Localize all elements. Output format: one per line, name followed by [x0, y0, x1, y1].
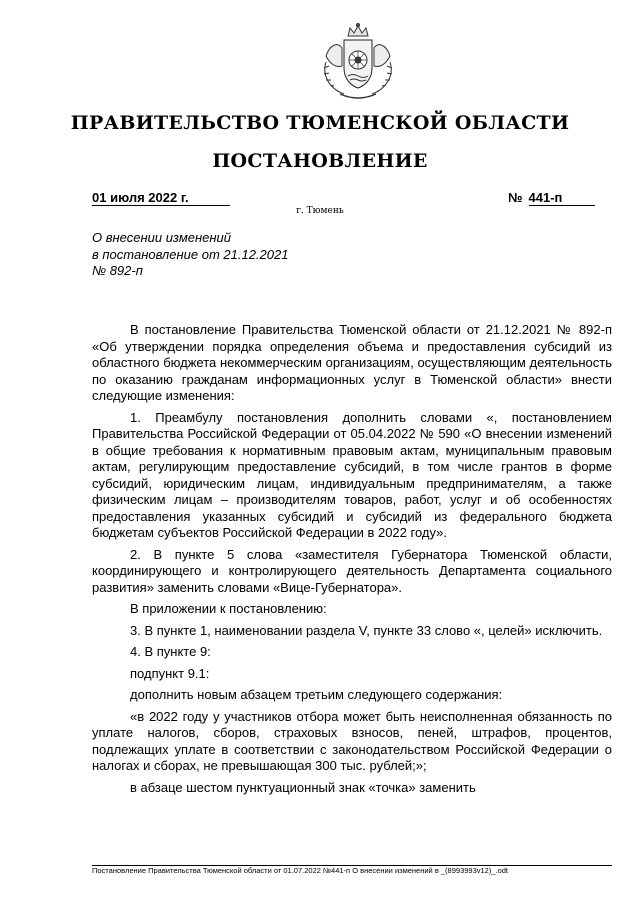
- body-paragraph: в абзаце шестом пунктуационный знак «точка» заменить: [130, 779, 476, 795]
- government-title: ПРАВИТЕЛЬСТВО ТЮМЕНСКОЙ ОБЛАСТИ: [70, 112, 570, 134]
- subject-line: в постановление от 21.12.2021: [92, 246, 289, 262]
- body-paragraph: дополнить новым абзацем третьим следующего содержания:: [130, 687, 503, 702]
- body-paragraph: 2. В пункте 5 слова «заместителя Губернатора Тюменской области, координирующего и контролирующего деятельность Департамента социального развития» заменить словами «Вице-Губернатора».: [92, 546, 612, 595]
- subject-line: О внесении изменений: [92, 230, 231, 245]
- body-paragraph: 4. В пункте 9:: [130, 644, 211, 659]
- document-type: ПОСТАНОВЛЕНИЕ: [212, 150, 428, 172]
- number-value: 441-п: [529, 190, 595, 206]
- city-label: г. Тюмень: [296, 206, 344, 216]
- body-paragraph: 1. Преамбулу постановления дополнить словами «, постановлением Правительства Российской Федерации от 05.04.2022 № 590 «О внесении изменений в общие требования к нормативным правовым актам, муниципальным правовым актам, регулирующим предоставление субсидий, в том числе грантов в форме субсидий, юридическим лицам, индивидуальным предпринимателям, а также физическим лицам – производителям товаров, работ, услуг и об особенностях предоставления указанных субсидий и субсидий из федерального бюджета бюджетам субъектов Российской Федерации в 2022 году».: [92, 409, 612, 540]
- subject-line: № 892-п: [92, 263, 143, 278]
- coat-of-arms-emblem: [312, 22, 404, 100]
- document-body: [92, 322, 612, 796]
- body-paragraph: В приложении к постановлению:: [130, 601, 327, 616]
- body-paragraph: «в 2022 году у участников отбора может быть неисполненная обязанность по уплате налогов, сборов, страховых взносов, пеней, штрафов, процентов, подлежащих уплате в соответствии с законодательством Российской Федерации о налогах и сборах, не превышающая 300 тыс. рублей;»;: [92, 708, 612, 773]
- footer-text: Постановление Правительства Тюменской области от 01.07.2022 №441-п О внесении изменений в _(8993993v12)_.odt: [92, 866, 509, 875]
- body-paragraph: 3. В пункте 1, наименовании раздела V, пункте 33 слово «, целей» исключить.: [130, 622, 603, 638]
- body-paragraph: подпункт 9.1:: [130, 665, 210, 681]
- body-paragraph: В постановление Правительства Тюменской области от 21.12.2021 № 892-п «Об утверждении порядка определения объема и предоставления субсидий из областного бюджета некоммерческим организациям, осуществляющим деятельность по оказанию гражданам информационных услуг в Тюменской области» внести следующие изменения:: [92, 322, 612, 403]
- document-subject: [92, 230, 352, 280]
- document-number: [508, 190, 606, 206]
- document-date: 01 июля 2022 г.: [92, 190, 230, 206]
- number-sign: №: [508, 190, 523, 205]
